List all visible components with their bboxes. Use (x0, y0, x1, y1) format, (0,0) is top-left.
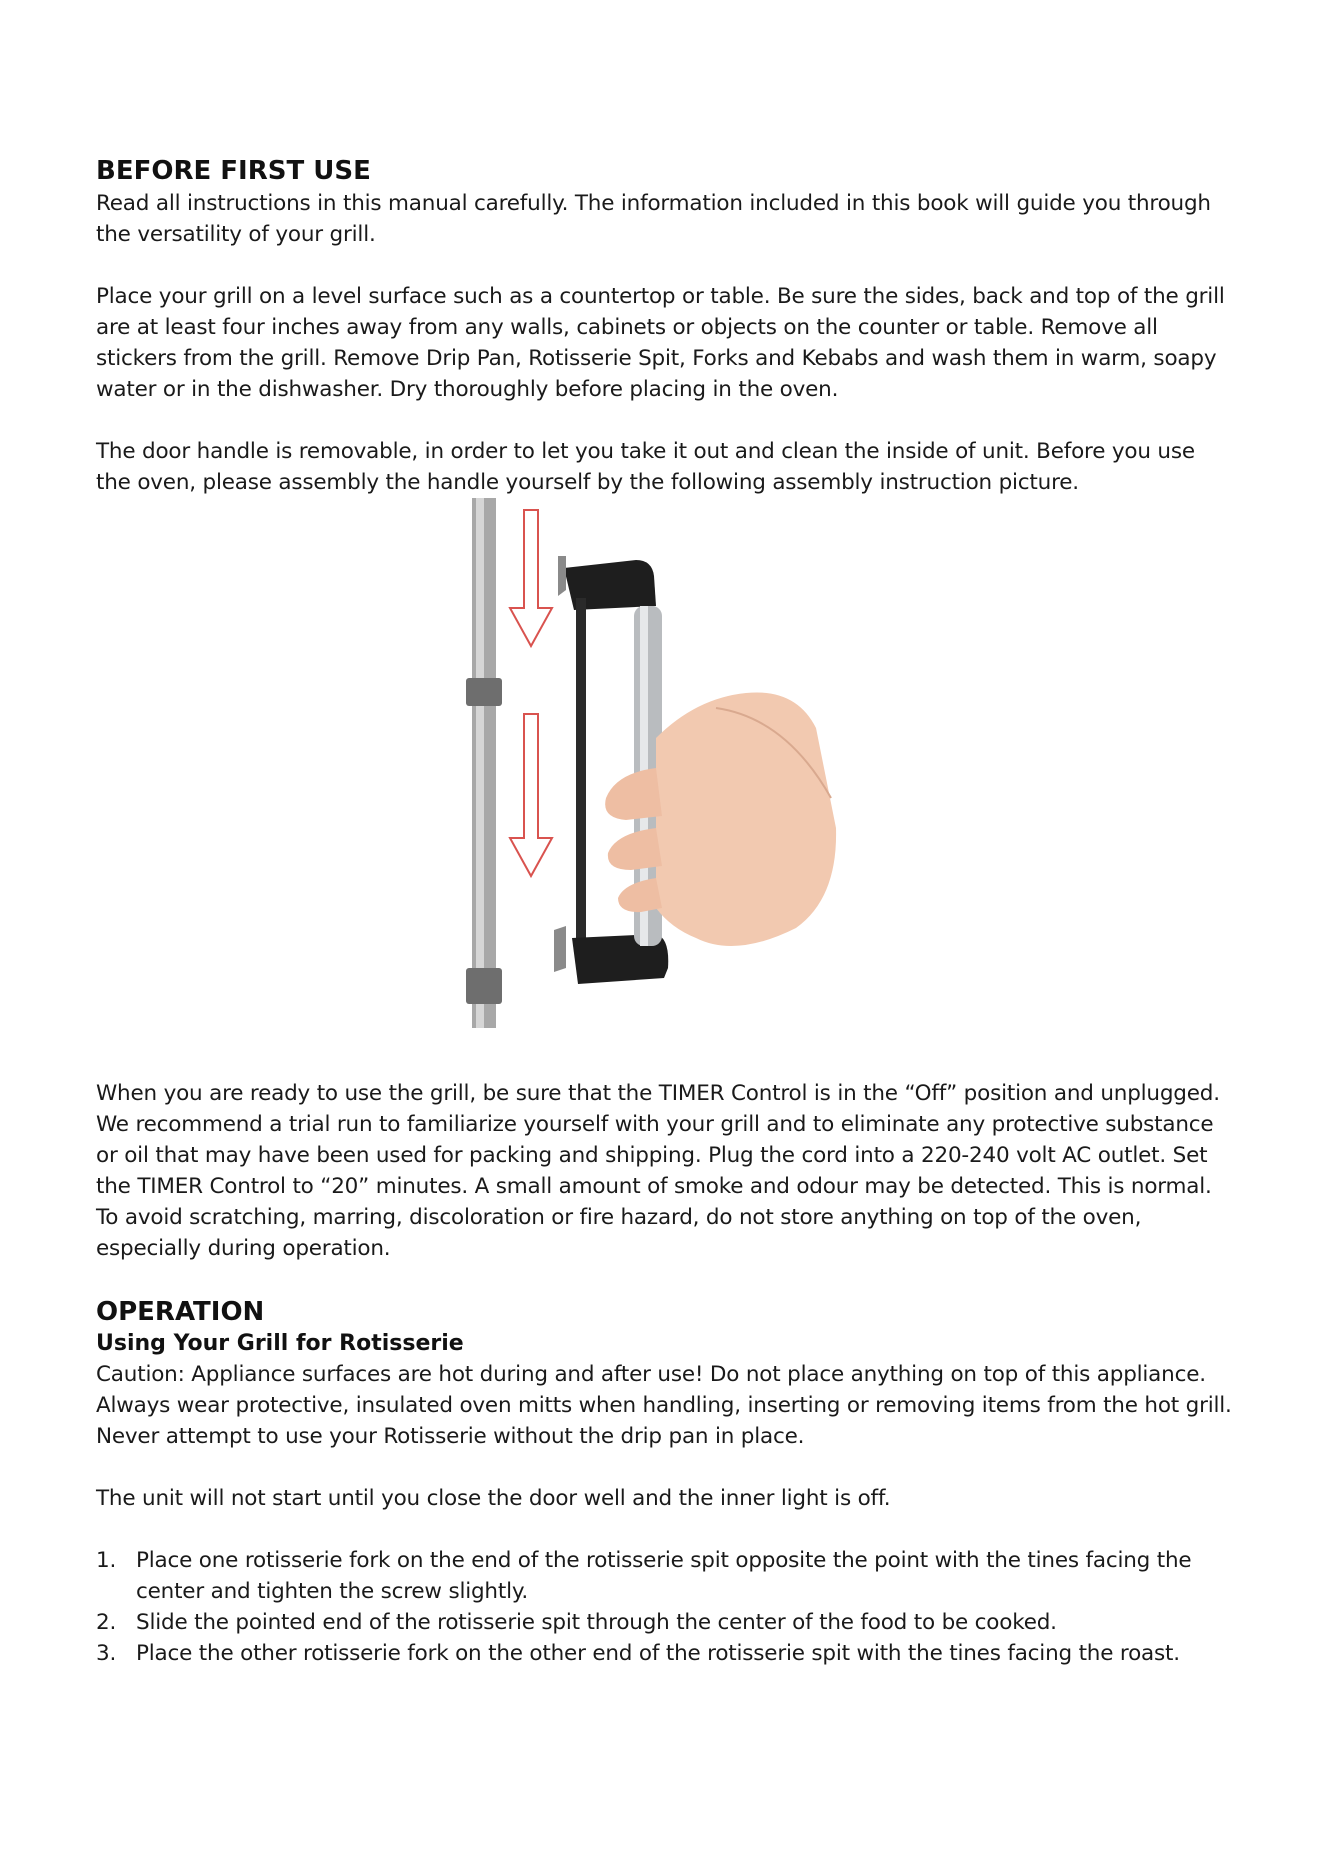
list-item (96, 1607, 1236, 1638)
heading-operation: OPERATION (96, 1297, 265, 1327)
handle-assembly-figure (96, 498, 1236, 1078)
step-text: Place one rotisserie fork on the end of the rotisserie spit opposite the point with the tines facing the center and tighten the screw slightly. (136, 1548, 1192, 1604)
list-item (96, 1638, 1236, 1669)
down-arrow-icon (510, 510, 552, 646)
step-text: Slide the pointed end of the rotisserie spit through the center of the food to be cooked. (136, 1610, 1057, 1635)
paragraph-trial-run: When you are ready to use the grill, be sure that the TIMER Control is in the “Off” position and unplugged. We recommend a trial run to familiarize yourself with your grill and to eliminate any protective substance or oil that may have been used for packing and shipping. Plug the cord into a 220-240 volt AC outlet. Set the TIMER Control to “20” minutes. A small amount of smoke and odour may be detected. This is normal. (96, 1081, 1220, 1199)
step-text: Place the other rotisserie fork on the other end of the rotisserie spit with the tines facing the roast. (136, 1641, 1180, 1666)
step-number: 1. (96, 1548, 117, 1573)
paragraph-caution: Caution: Appliance surfaces are hot during and after use! Do not place anything on top of this appliance. Always wear protective, insulated oven mitts when handling, inserting or removing items from the hot grill. Never attempt to use your Rotisserie without the drip pan in place. (96, 1362, 1232, 1449)
paragraph-placement: Place your grill on a level surface such as a countertop or table. Be sure the sides, back and top of the grill are at least four inches away from any walls, cabinets or objects on the counter or table. Remove all stickers from the grill. Remove Drip Pan, Rotisserie Spit, Forks and Kebabs and wash them in warm, soapy water or in the dishwasher. Dry thoroughly before placing in the oven. (96, 284, 1225, 402)
paragraph-avoid-scratching: To avoid scratching, marring, discoloration or fire hazard, do not store anything on top of the oven, especially during operation. (96, 1205, 1142, 1261)
door-strip (466, 498, 502, 1028)
paragraph-read-instructions: Read all instructions in this manual carefully. The information included in this book will guide you through the versatility of your grill. (96, 191, 1211, 247)
paragraph-door-handle: The door handle is removable, in order to let you take it out and clean the inside of unit. Before you use the oven, please assembly the handle yourself by the following assembly instruction picture. (96, 439, 1195, 495)
subheading-rotisserie: Using Your Grill for Rotisserie (96, 1331, 464, 1356)
manual-page (96, 154, 1236, 1669)
step-number: 2. (96, 1610, 117, 1635)
step-number: 3. (96, 1641, 117, 1666)
down-arrow-icon (510, 714, 552, 876)
rotisserie-steps-list (96, 1545, 1236, 1669)
heading-before-first-use: BEFORE FIRST USE (96, 156, 371, 186)
paragraph-door-note: The unit will not start until you close the door well and the inner light is off. (96, 1486, 891, 1511)
handle-assembly-illustration (96, 498, 1236, 1078)
list-item (96, 1545, 1236, 1607)
